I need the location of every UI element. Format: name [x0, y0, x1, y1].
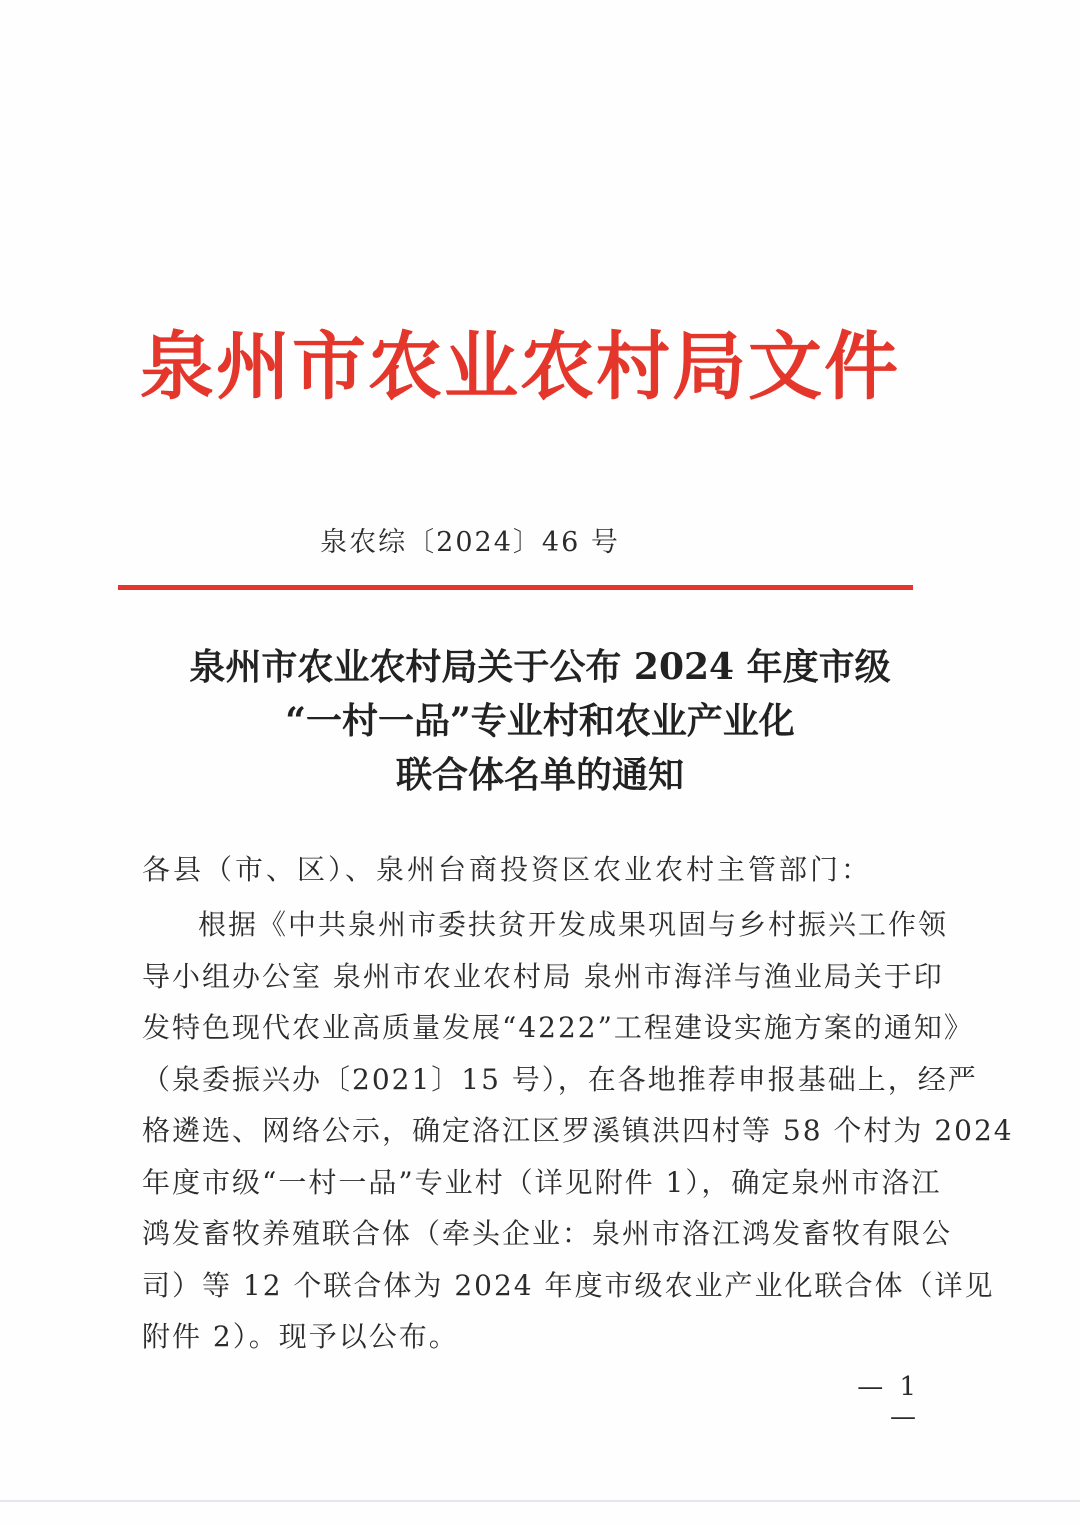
body-line: 根据《中共泉州市委扶贫开发成果巩固与乡村振兴工作领: [198, 908, 949, 941]
body-line: 年度市级“一村一品”专业村（详见附件 1），确定泉州市洛江: [142, 1165, 942, 1199]
red-header-title: 泉州市农业农村局文件: [140, 324, 900, 410]
body-line: 格遴选、网络公示，确定洛江区罗溪镇洪四村等 58 个村为 2024: [142, 1114, 1014, 1147]
body-line: 附件 2）。现予以公布。: [142, 1320, 459, 1353]
document-number: 泉农综〔2024〕46 号: [320, 527, 620, 558]
notice-title-line: 泉州市农业农村局关于公布 2024 年度市级: [189, 646, 891, 688]
body-line: 导小组办公室 泉州市农业农村局 泉州市海洋与渔业局关于印: [142, 959, 944, 993]
page-bottom-edge: [0, 1500, 1080, 1502]
addressee: 各县（市、区）、泉州台商投资区农业农村主管部门：: [142, 853, 873, 886]
body-line: 发特色现代农业高质量发展“4222”工程建设实施方案的通知》: [142, 1011, 974, 1044]
body-line: （泉委振兴办〔2021〕15 号），在各地推荐申报基础上，经严: [142, 1062, 978, 1096]
red-separator-line: [118, 585, 913, 590]
notice-title: [110, 640, 970, 802]
notice-title-line: “一村一品”专业村和农业产业化: [285, 700, 795, 742]
body-paragraph: [142, 899, 1014, 1363]
page-number: — 1 —: [857, 1372, 920, 1432]
body-line: 鸿发畜牧养殖联合体（牵头企业：泉州市洛江鸿发畜牧有限公: [142, 1217, 953, 1250]
body-line: 司）等 12 个联合体为 2024 年度市级农业产业化联合体（详见: [142, 1268, 995, 1302]
notice-title-line: 联合体名单的通知: [395, 754, 684, 796]
